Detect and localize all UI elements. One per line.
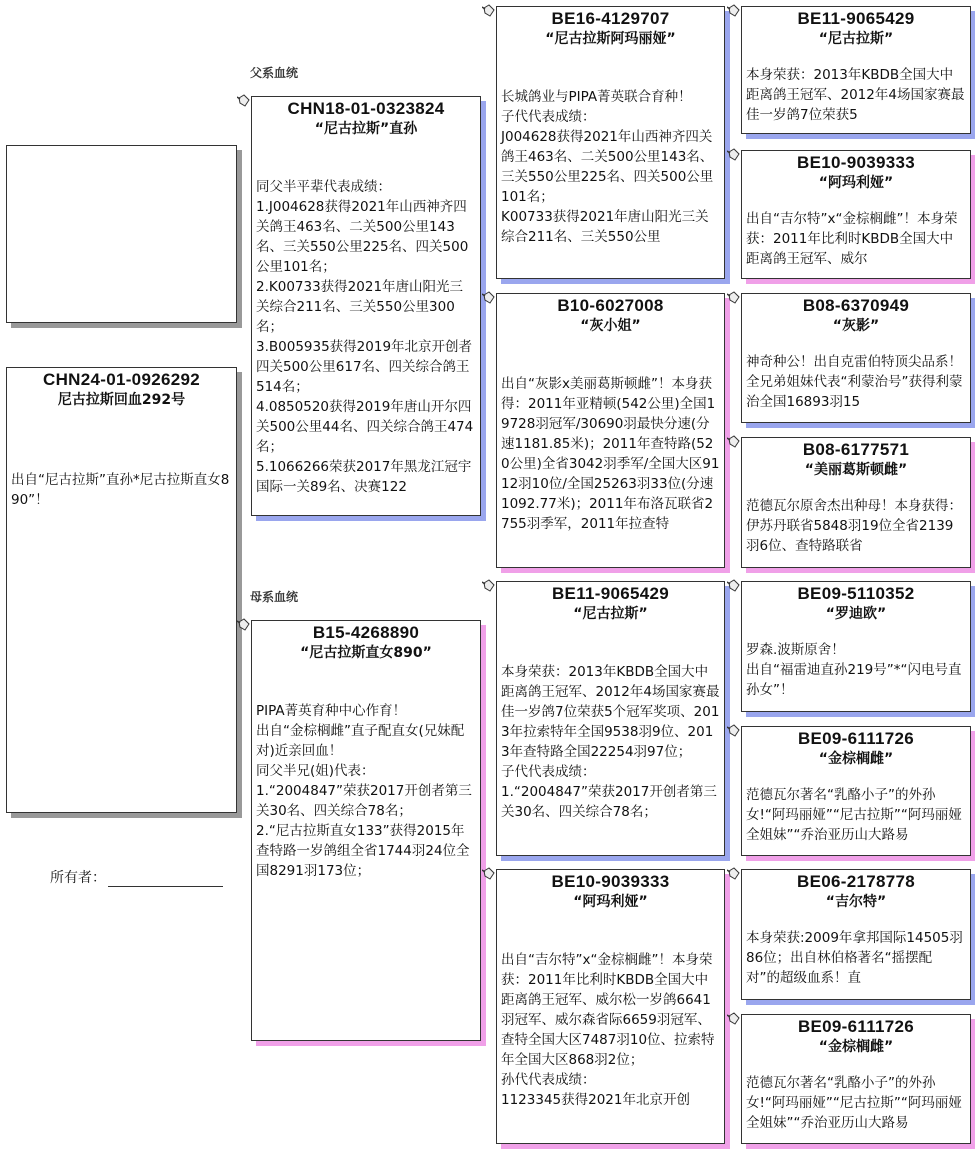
pedigree-card-g4-1[interactable] [741,6,971,134]
bird-description: 长城鸽业与PIPA菁英联合育种！ 子代代表成绩： J004628获得2021年山西神齐四关鸽王463名、二关500公里143名、三关550公里225名、四关500公里101名； K00733获得2021年唐山阳光三关综合211名、三关550公里 [501,89,714,245]
photo-placeholder [6,145,237,323]
edit-pen-icon[interactable] [482,4,496,18]
bird-name: “尼古拉斯阿玛丽娅” [545,31,676,47]
pedigree-card-dam-dam[interactable] [496,869,725,1144]
ring-number: BE10-9039333 [797,153,915,172]
owner-blank-line[interactable] [108,870,223,887]
bird-description: 出自“吉尔特”x“金棕榈雌”！本身荣获：2011年比利时KBDB全国大中距离鸽王冠军、威尔松一岁鸽6641羽冠军、威尔森省际6659羽冠军、查特全国大区7487羽10位、拉索特年全国大区868羽2位； 孙代代表成绩： 1123345获得2021年北京开创 [501,952,715,1108]
bird-name: “尼古拉斯” [573,606,648,622]
ring-number: CHN18-01-0323824 [287,99,445,118]
bird-name: “美丽葛斯顿雌” [804,462,908,478]
bird-description: 出自“吉尔特”x“金棕榈雌”！本身荣获：2011年比利时KBDB全国大中距离鸽王冠军、威尔 [746,211,958,267]
pedigree-card-subject[interactable] [6,367,237,813]
bird-name: “灰影” [832,318,880,334]
edit-pen-icon[interactable] [727,291,741,305]
ring-number: B10-6027008 [557,296,664,315]
bird-description: 神奇种公！出自克雷伯特顶尖品系！全兄弟姐妹代表“利蒙治号”获得利蒙治全国16893羽15 [746,354,963,410]
ring-number: CHN24-01-0926292 [43,370,200,389]
bird-description: 范德瓦尔著名“乳酪小子”的外孙女!“阿玛丽娅”“尼古拉斯”“阿玛丽娅全姐妹”“乔治亚历山大路易 [746,1075,962,1131]
bird-description: 罗森.波斯原舍！ 出自“福雷迪直孙219号”*“闪电号直孙女”！ [746,642,962,698]
bird-name: 尼古拉斯回血292号 [57,392,186,408]
bird-name: “吉尔特” [825,894,887,910]
edit-pen-icon[interactable] [237,618,251,632]
pedigree-card-g4-4[interactable] [741,437,971,568]
bird-name: “罗迪欧” [825,606,887,622]
bird-name: “金棕榈雌” [818,1039,894,1055]
dam-line-label: 母系血统 [250,590,299,604]
bird-description: 范德瓦尔著名“乳酪小子”的外孙女!“阿玛丽娅”“尼古拉斯”“阿玛丽娅全姐妹”“乔治亚历山大路易 [746,787,962,843]
bird-description: 出自“尼古拉斯”直孙*尼古拉斯直女890”！ [11,472,230,508]
bird-name: “灰小姐” [580,318,641,334]
bird-name: “阿玛利娅” [573,894,648,910]
pedigree-card-sire[interactable] [251,96,481,516]
edit-pen-icon[interactable] [237,94,251,108]
ring-number: BE10-9039333 [551,872,670,891]
ring-number: BE11-9065429 [797,9,915,28]
edit-pen-icon[interactable] [482,291,496,305]
pedigree-card-g4-5[interactable] [741,581,971,712]
pedigree-card-g4-8[interactable] [741,1014,971,1144]
edit-pen-icon[interactable] [727,4,741,18]
bird-description: 范德瓦尔原舍杰出种母！本身获得：伊苏丹联省5848羽19位全省2139羽6位、查特路联省 [746,498,962,554]
bird-description: 本身荣获：2013年KBDB全国大中距离鸽王冠军、2012年4场国家赛最佳一岁鸽7位荣获5 [746,67,965,123]
pedigree-card-g4-3[interactable] [741,293,971,423]
bird-name: “尼古拉斯” [818,31,894,47]
pedigree-card-g4-2[interactable] [741,150,971,279]
ring-number: B08-6370949 [802,296,910,315]
pedigree-card-sire-dam[interactable] [496,293,725,568]
bird-description: 本身荣获:2009年拿邦国际14505羽86位；出自林伯格著名“摇摆配对”的超级血系！直 [746,930,963,986]
ring-number: B15-4268890 [312,623,420,642]
ring-number: BE16-4129707 [551,9,670,28]
edit-pen-icon[interactable] [727,579,741,593]
bird-name: “金棕榈雌” [818,751,894,767]
ring-number: BE09-6111726 [797,729,915,748]
edit-pen-icon[interactable] [482,867,496,881]
ring-number: BE06-2178778 [797,872,915,891]
pedigree-card-sire-sire[interactable] [496,6,725,279]
edit-pen-icon[interactable] [727,867,741,881]
bird-name: “阿玛利娅” [818,175,894,191]
ring-number: B08-6177571 [802,440,910,459]
bird-description: 同父半平辈代表成绩： 1.J004628获得2021年山西神齐四关鸽王463名、二关500公里143名、三关550公里225名、四关500公里101名； 2.K00733获得2021年唐山阳光三关综合211名、三关550公里300名； 3.B005935获得2019年北京开创者四关500公里617名、四关综合鸽王514名； 4.0850520获得2019年唐山开尔四关500公里44名、四关综合鸽王474名； 5.1066266荣获2017年黑龙江冠宇国际一关89名、决赛122 [256,179,474,495]
bird-description: PIPA菁英育种中心作育！ 出自“金棕榈雌”直子配直女(兄妹配对)近亲回血！ 同父半兄(姐)代表： 1.“2004847”荣获2017开创者第三关30名、四关综合78名； 2.“尼古拉斯直女133”获得2015年查特路一岁鸽组全省1744羽24位全国8291羽173位； [256,703,472,879]
ring-number: BE09-5110352 [797,584,915,603]
bird-name: “尼古拉斯”直孙 [314,121,418,137]
edit-pen-icon[interactable] [727,435,741,449]
pedigree-card-dam-sire[interactable] [496,581,725,856]
edit-pen-icon[interactable] [727,724,741,738]
edit-pen-icon[interactable] [482,579,496,593]
owner-field [50,867,223,887]
pedigree-card-g4-6[interactable] [741,726,971,856]
ring-number: BE11-9065429 [551,584,670,603]
edit-pen-icon[interactable] [727,1012,741,1026]
ring-number: BE09-6111726 [797,1017,915,1036]
bird-description: 本身荣获：2013年KBDB全国大中距离鸽王冠军、2012年4场国家赛最佳一岁鸽7位荣获5个冠军奖项、2013年拉索特年全国9538羽9位、2013年查特路全国22254羽97位； 子代代表成绩： 1.“2004847”荣获2017开创者第三关30名、四关综合78名； [501,664,720,820]
owner-label: 所有者： [50,870,106,886]
edit-pen-icon[interactable] [727,148,741,162]
pedigree-card-g4-7[interactable] [741,869,971,1000]
pedigree-card-dam[interactable] [251,620,481,1041]
bird-description: 出自“灰影x美丽葛斯顿雌”！本身获得：2011年亚精顿(542公里)全国19728羽冠军/30690羽最快分速(分速1181.85米)；2011年查特路(520公里)全省3042羽季军/全国大区9112羽10位/全国25263羽33位(分速1092.77米)；2011年布洛瓦联省2755羽季军，2011年拉查特 [501,376,720,532]
bird-name: “尼古拉斯直女890” [300,645,432,661]
sire-line-label: 父系血统 [250,66,299,80]
